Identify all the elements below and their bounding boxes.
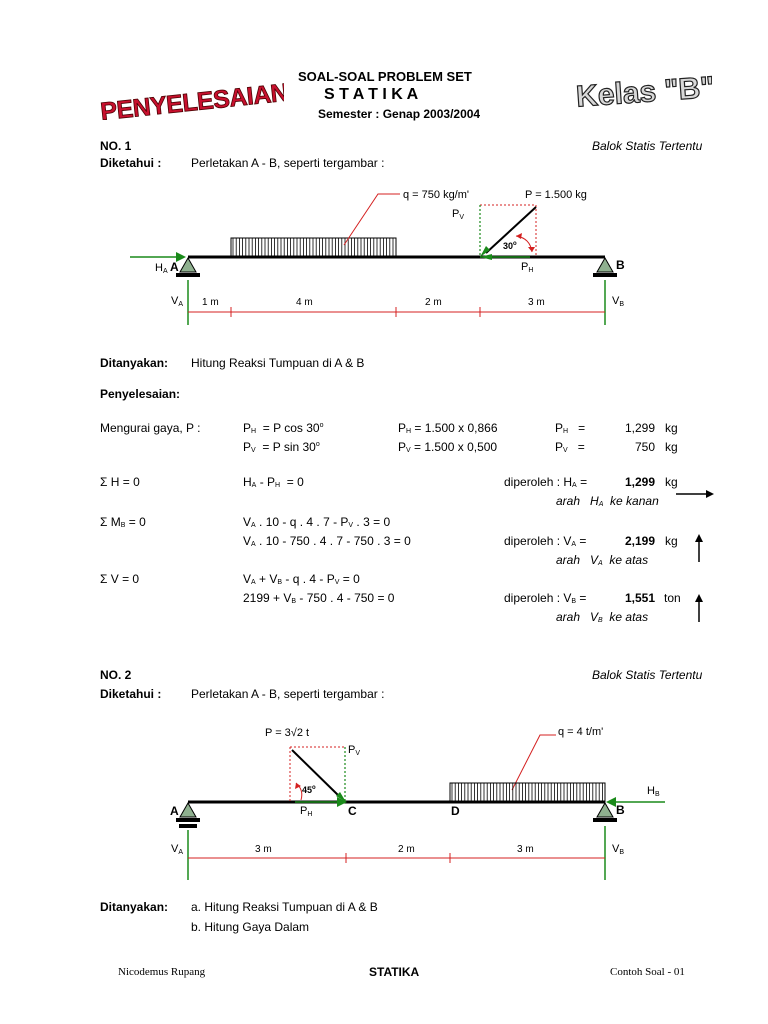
sigma-mb-result-label: diperoleh : $V_A$ = (504, 534, 587, 548)
ph-calc: $P_H = 1.500$ x 0,866 (398, 421, 498, 435)
problem2-ditanyakan-a: a. Hitung Reaksi Tumpuan di A & B (191, 900, 378, 914)
up-arrow-icon (692, 593, 706, 623)
problem2-beam-diagram (0, 715, 768, 890)
distributed-load-q2 (450, 783, 605, 802)
support-a-1 (176, 258, 200, 277)
q2-label: q = 4 t/m' (558, 726, 604, 738)
footer-center: STATIKA (369, 965, 420, 979)
ph-result-label: $P_H$ = (555, 421, 586, 435)
sigma-v-label: Σ V = 0 (100, 572, 140, 586)
pv-value: 750 (634, 440, 655, 454)
pv-calc: $P_V = 1.500$ x 0,500 (398, 440, 498, 454)
ph1-label: PH (521, 261, 534, 274)
support-a-2 (176, 803, 200, 828)
sigma-h-equation: $H_A - P_H = 0$ (243, 475, 304, 489)
va1-label: VA (171, 295, 184, 308)
problem2-ditanyakan-b: b. Hitung Gaya Dalam (191, 920, 310, 934)
right-arrow-icon (676, 487, 716, 501)
force-p1 (480, 205, 536, 260)
semester-label: Semester : Genap 2003/2004 (318, 107, 481, 121)
sigma-mb-equation-2: $V_A$ . 10 - 750 . 4 . 7 - 750 . 3 = 0 (243, 534, 411, 548)
support-b-1 (593, 258, 617, 277)
va-unit: kg (665, 534, 678, 548)
problem1-penyelesaian-label: Penyelesaian: (100, 387, 181, 401)
problem2-ditanyakan-label: Ditanyakan: (100, 900, 169, 914)
node-a-1: A (170, 260, 179, 274)
sigma-v-result-label: diperoleh : $V_B$ = (504, 591, 587, 605)
logo-kelas-b (572, 66, 712, 121)
dim1-2: 4 m (296, 297, 313, 308)
problem1-diketahui-text: Perletakan A - B, seperti tergambar : (191, 156, 385, 170)
angle-45-label: 45$^o$ (302, 785, 316, 795)
vb1-label: VB (612, 295, 625, 308)
ha-unit: kg (665, 475, 678, 489)
dim2-2: 2 m (398, 844, 415, 855)
mengurai-label: Mengurai gaya, P : (100, 421, 201, 435)
problem2-diketahui-text: Perletakan A - B, seperti tergambar : (191, 687, 385, 701)
problem1-beam-diagram (0, 175, 768, 335)
pv-unit: kg (665, 440, 678, 454)
pv2-label: PV (348, 744, 361, 757)
problem2-diketahui-label: Diketahui : (100, 687, 162, 701)
angle-30-label: 30$^o$ (503, 241, 517, 251)
page-subtitle: S T A T I K A (324, 86, 419, 103)
problem1-number: NO. 1 (100, 139, 132, 153)
q1-label: q = 750 kg/m' (403, 189, 469, 201)
vb2-label: VB (612, 843, 625, 856)
dim2-3: 3 m (517, 844, 534, 855)
problem1-diketahui-label: Diketahui : (100, 156, 162, 170)
va-value: 2,199 (624, 534, 655, 548)
vb-direction: arah $V_B$ ke atas (556, 610, 649, 624)
q1-leader-line (344, 194, 400, 245)
ha-value: 1,299 (624, 475, 655, 489)
logo-penyelesaian (98, 80, 284, 125)
footer-right: Contoh Soal - 01 (610, 966, 685, 978)
support-b-2 (593, 803, 617, 822)
problem2-category: Balok Statis Tertentu (592, 668, 703, 682)
svg-text:Kelas "B": Kelas "B" (575, 70, 712, 114)
dim2-1: 3 m (255, 844, 272, 855)
page-title: SOAL-SOAL PROBLEM SET (298, 69, 472, 84)
pv-equation: $P_V = P$ sin 30$^o$ (243, 440, 320, 454)
svg-text:PENYELESAIAN: PENYELESAIAN (99, 80, 284, 120)
p2-label: P = 3√2 t (265, 727, 310, 739)
problem1-category: Balok Statis Tertentu (592, 139, 703, 153)
va2-label: VA (171, 843, 184, 856)
vb-unit: ton (664, 591, 681, 605)
problem1-ditanyakan-text: Hitung Reaksi Tumpuan di A & B (191, 356, 365, 370)
force-p2 (290, 747, 347, 807)
footer-author: Nicodemus Rupang (118, 966, 206, 978)
ph-value: 1,299 (624, 421, 655, 435)
ha-direction: arah $H_A$ ke kanan (556, 494, 659, 508)
va-direction: arah $V_A$ ke atas (556, 553, 649, 567)
hb-arrow-2 (606, 797, 665, 807)
sigma-v-equation-1: $V_A + V_B - q$ . $4 - P_V = 0$ (243, 572, 360, 586)
p1-label: P = 1.500 kg (525, 189, 587, 201)
sigma-mb-label: Σ $M_B = 0$ (100, 515, 146, 529)
ph-unit: kg (665, 421, 678, 435)
pv-result-label: $P_V$ = (555, 440, 585, 454)
logo-penyelesaian-art (98, 80, 284, 120)
distributed-load-q1 (231, 238, 396, 257)
hb2-label: HB (647, 785, 660, 798)
ph2-label: PH (300, 805, 313, 818)
problem2-number: NO. 2 (100, 668, 132, 682)
dim1-3: 2 m (425, 297, 442, 308)
node-b-2: B (616, 803, 625, 817)
node-c-2: C (348, 804, 357, 818)
problem1-ditanyakan-label: Ditanyakan: (100, 356, 169, 370)
sigma-v-equation-2: $2199 + V_B - 750$ . 4 - 750 = 0 (243, 591, 395, 605)
node-a-2: A (170, 804, 179, 818)
vb-value: 1,551 (624, 591, 655, 605)
sigma-h-result-label: diperoleh : $H_A$ = (504, 475, 588, 489)
dim1-4: 3 m (528, 297, 545, 308)
q2-leader-line (512, 735, 556, 790)
logo-kelas-b-art (572, 66, 712, 116)
dim1-1: 1 m (202, 297, 219, 308)
up-arrow-icon (692, 533, 706, 563)
ha1-label: HA (155, 262, 168, 275)
dimension-line-2 (188, 853, 605, 863)
pv1-label: PV (452, 208, 465, 221)
sigma-mb-equation-1: $V_A$ . 10 - q . 4 . $7 - P_V$ . 3 = 0 (243, 515, 391, 529)
ph-equation: $P_H = P$ cos 30$^o$ (243, 421, 324, 435)
dimension-line-1 (188, 307, 605, 317)
sigma-h-label: Σ H = 0 (100, 475, 140, 489)
node-d-2: D (451, 804, 460, 818)
node-b-1: B (616, 258, 625, 272)
